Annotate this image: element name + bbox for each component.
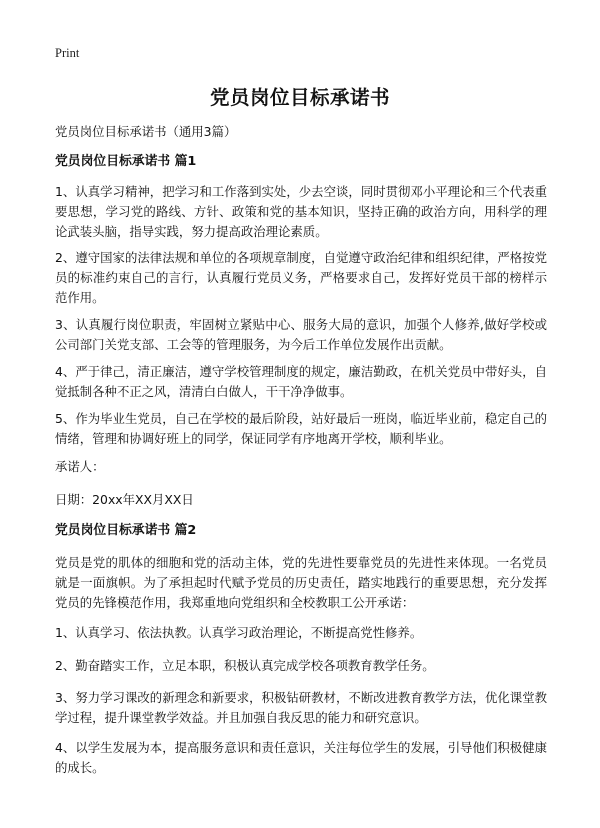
print-label: Print [55,46,80,60]
section2-intro: 党员是党的肌体的细胞和党的活动主体，党的先进性要靠党员的先进性来体现。一名党员就是一面旗帜。为了承担起时代赋予党员的历史责任，踏实地践行的重要思想，充分发挥党员的先锋模范作用，我郑重地向党组织和全校教职工公开承诺： [55,555,547,610]
section1-item-4: 4、严于律己，清正廉洁，遵守学校管理制度的规定，廉洁勤政，在机关党员中带好头，自觉抵制各种不正之风，清清白白做人，干干净净做事。 [55,364,547,399]
signer-line: 承诺人： [55,459,105,474]
section2-item-1: 1、认真学习、依法执教。认真学习政治理论，不断提高党性修养。 [55,625,423,640]
section1-heading: 党员岗位目标承诺书 篇1 [55,154,197,169]
section2-item-2: 2、勤奋踏实工作，立足本职，积极认真完成学校各项教育教学任务。 [55,658,435,673]
page-title: 党员岗位目标承诺书 [209,86,390,109]
section1-item-2: 2、遵守国家的法律法规和单位的各项规章制度，自觉遵守政治纪律和组织纪律，严格按党员的标准约束自己的言行，认真履行党员义务，严格要求自己，发挥好党员干部的榜样示范作用。 [55,250,547,305]
section2-item-4: 4、以学生发展为本，提高服务意识和责任意识，关注每位学生的发展，引导他们积极健康的成长。 [55,740,547,775]
section1-item-3: 3、认真履行岗位职责，牢固树立紧贴中心、服务大局的意识，加强个人修养,做好学校或公司部门关党支部、工会等的管理服务，为今后工作单位发展作出贡献。 [55,317,547,352]
document-subtitle: 党员岗位目标承诺书（通用3篇） [55,124,237,139]
section2-heading: 党员岗位目标承诺书 篇2 [55,523,197,538]
date-line: 日期：20xx年XX月XX日 [55,492,194,507]
section1-item-5: 5、作为毕业生党员，自己在学校的最后阶段，站好最后一班岗，临近毕业前，稳定自己的情绪，管理和协调好班上的同学，保证同学有序地离开学校，顺利毕业。 [55,411,547,446]
section2-item-3: 3、努力学习课改的新理念和新要求，积极钻研教材，不断改进教育教学方法，优化课堂教学过程，提升课堂教学效益。并且加强自我反思的能力和研究意识。 [55,690,547,725]
section1-item-1: 1、认真学习精神，把学习和工作落到实处，少去空谈，同时贯彻邓小平理论和三个代表重要思想，学习党的路线、方针、政策和党的基本知识，坚持正确的政治方向，用科学的理论武装头脑，指导实践，努力提高政治理论素质。 [55,184,547,239]
